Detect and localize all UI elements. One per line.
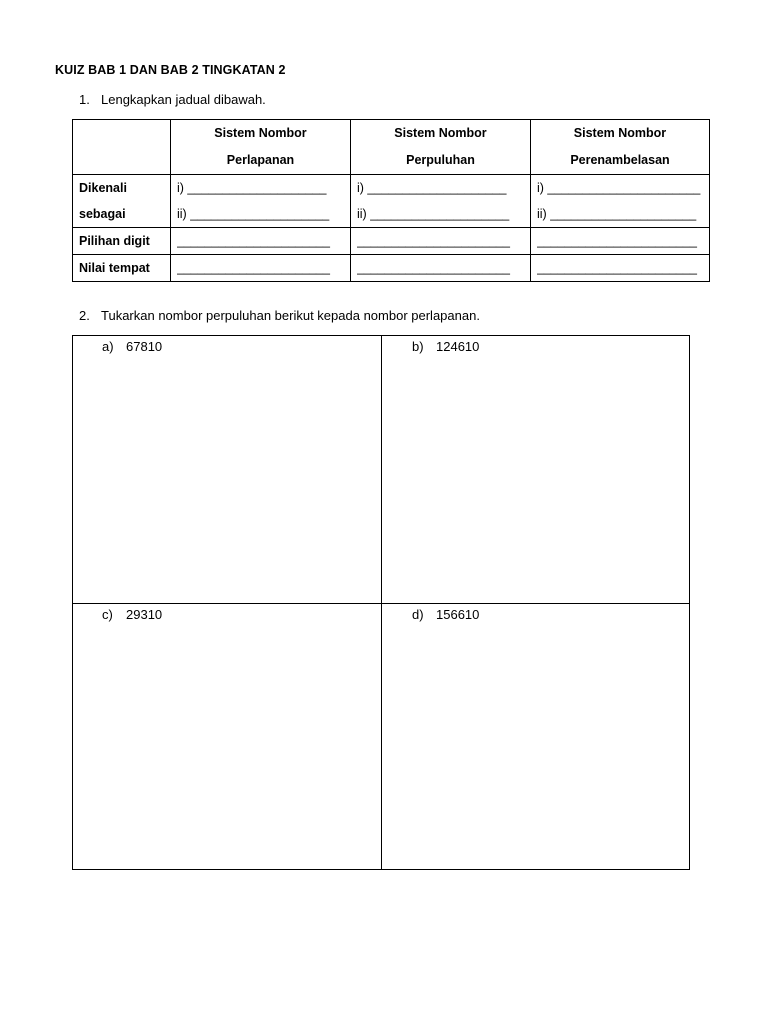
part-a-label: a) 67810	[102, 339, 163, 354]
blank-cell[interactable]: i) ____________________ ii) ____________________	[351, 175, 531, 228]
number-system-table	[72, 119, 710, 282]
question-1	[79, 92, 266, 107]
question-1-number: 1.	[79, 92, 90, 107]
blank-cell[interactable]: _______________________	[531, 228, 710, 255]
header-perpuluhan: Sistem Nombor Perpuluhan	[351, 120, 531, 175]
blank-cell[interactable]: i) ______________________ ii) _____________________	[531, 175, 710, 228]
quiz-title: KUIZ BAB 1 DAN BAB 2 TINGKATAN 2	[55, 63, 286, 77]
table-header-row	[73, 120, 710, 175]
question-2-text: Tukarkan nombor perpuluhan berikut kepada nombor perlapanan.	[101, 308, 480, 323]
table-row-pilihan	[73, 228, 710, 255]
answer-grid	[72, 335, 690, 870]
header-perlapanan: Sistem Nombor Perlapanan	[171, 120, 351, 175]
table-row-nilai	[73, 255, 710, 282]
question-2-number: 2.	[79, 308, 90, 323]
blank-cell[interactable]: ______________________	[351, 255, 531, 282]
question-1-text: Lengkapkan jadual dibawah.	[101, 92, 266, 107]
header-perenambelasan: Sistem Nombor Perenambelasan	[531, 120, 710, 175]
part-c-label: c) 29310	[102, 607, 163, 622]
blank-cell[interactable]: ______________________	[351, 228, 531, 255]
row-label-pilihan: Pilihan digit	[73, 228, 171, 255]
blank-cell[interactable]: ______________________	[171, 255, 351, 282]
part-d-label: d) 156610	[412, 607, 480, 622]
blank-cell[interactable]: _______________________	[531, 255, 710, 282]
question-2	[79, 308, 480, 323]
blank-cell[interactable]: i) ____________________ ii) ____________________	[171, 175, 351, 228]
answer-box-d[interactable]	[382, 604, 689, 869]
row-label-nilai: Nilai tempat	[73, 255, 171, 282]
table-corner-cell	[73, 120, 171, 175]
row-label-dikenali: Dikenali sebagai	[73, 175, 171, 228]
table-row-dikenali	[73, 175, 710, 228]
part-b-label: b) 124610	[412, 339, 480, 354]
blank-cell[interactable]: ______________________	[171, 228, 351, 255]
answer-box-a[interactable]	[73, 336, 382, 604]
answer-box-b[interactable]	[382, 336, 689, 604]
answer-box-c[interactable]	[73, 604, 382, 869]
